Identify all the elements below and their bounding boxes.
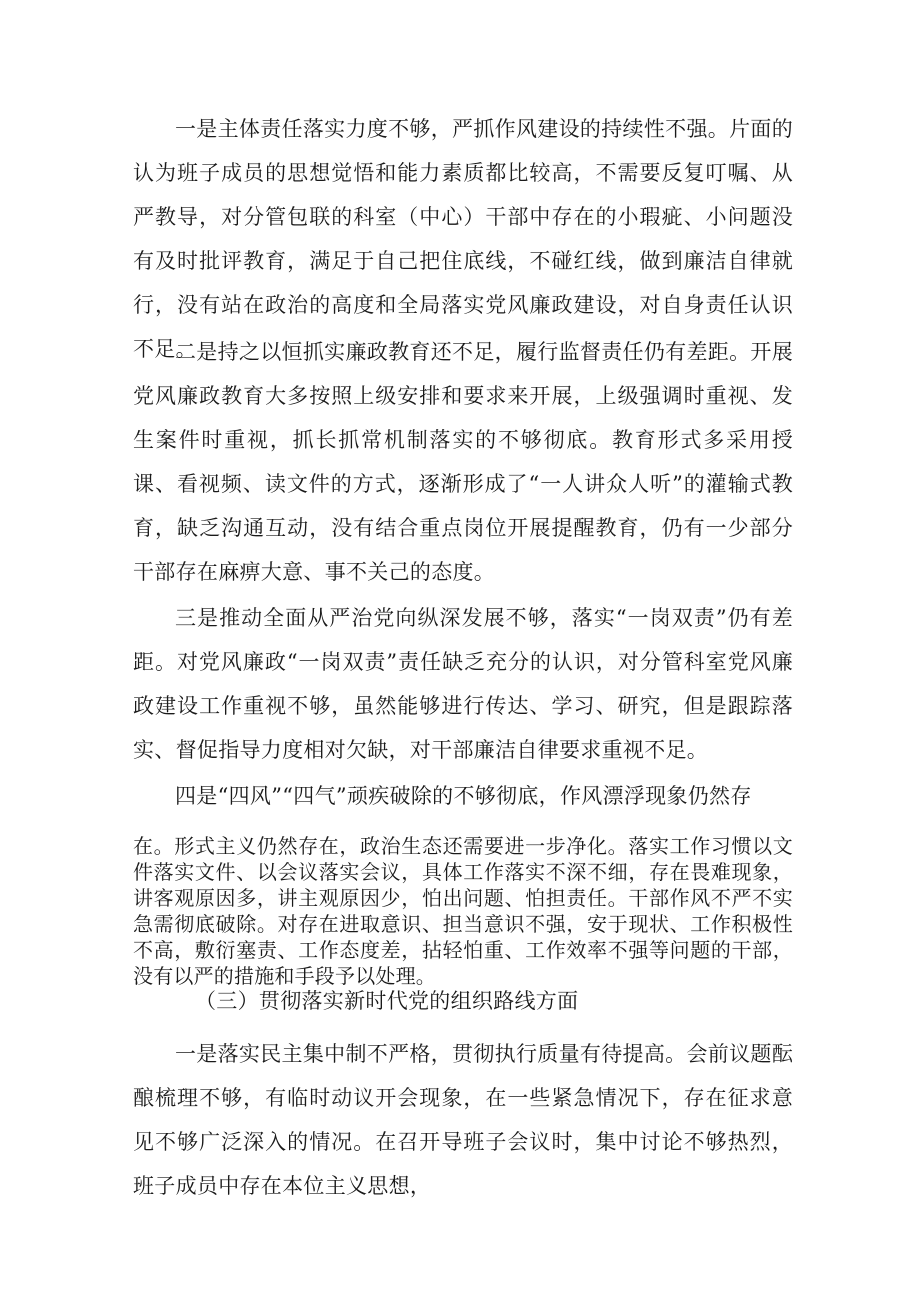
paragraph-5: 一是落实民主集中制不严格，贯彻执行质量有待提高。会前议题酝酿梳理不够，有临时动议开会现象，在一些紧急情况下，存在征求意见不够广泛深入的情况。在召开导班子会议时，集中讨论不够热烈，班子成员中存在本位主义思想， (133, 1042, 793, 1198)
paragraph-1: 一是主体责任落实力度不够，严抓作风建设的持续性不强。片面的认为班子成员的思想觉悟和能力素质都比较高，不需要反复叮嘱、从严教导，对分管包联的科室（中心）干部中存在的小瑕疵、小问题没有及时批评教育，满足于自己把住底线，不碰红线，做到廉洁自律就行，没有站在政治的高度和全局落实党风廉政建设，对自身责任认识不足。 (133, 117, 793, 361)
paragraph-3: 三是推动全面从严治党向纵深发展不够，落实“一岗双责”仍有差距。对党风廉政“一岗双责”责任缺乏充分的认识，对分管科室党风廉政建设工作重视不够，虽然能够进行传达、学习、研究，但是跟踪落实、督促指导力度相对欠缺，对干部廉洁自律要求重视不足。 (133, 606, 793, 762)
section-heading: （三）贯彻落实新时代党的组织路线方面 (195, 989, 579, 1013)
paragraph-4: 四是“四风”“四气”顽疾破除的不够彻底，作风漂浮现象仍然存 (175, 784, 752, 808)
paragraph-4-continuation: 在。形式主义仍然存在，政治生态还需要进一步净化。落实工作习惯以文件落实文件、以会议落实会议，具体工作落实不深不细，存在畏难现象，讲客观原因多，讲主观原因少，怕出问题、怕担责任。干部作风不严不实急需彻底破除。对存在进取意识、担当意识不强，安于现状、工作积极性不高，敷衍塞责、工作态度差，拈轻怕重、工作效率不强等问题的干部，没有以严的措施和手段予以处理。 (133, 834, 793, 988)
paragraph-2: 二是持之以恒抓实廉政教育还不足，履行监督责任仍有差距。开展党风廉政教育大多按照上级安排和要求来开展，上级强调时重视、发生案件时重视，抓长抓常机制落实的不够彻底。教育形式多采用授课、看视频、读文件的方式，逐渐形成了“一人讲众人听”的灌输式教育，缺乏沟通互动，没有结合重点岗位开展提醒教育，仍有一少部分干部存在麻痹大意、事不关己的态度。 (133, 340, 793, 584)
